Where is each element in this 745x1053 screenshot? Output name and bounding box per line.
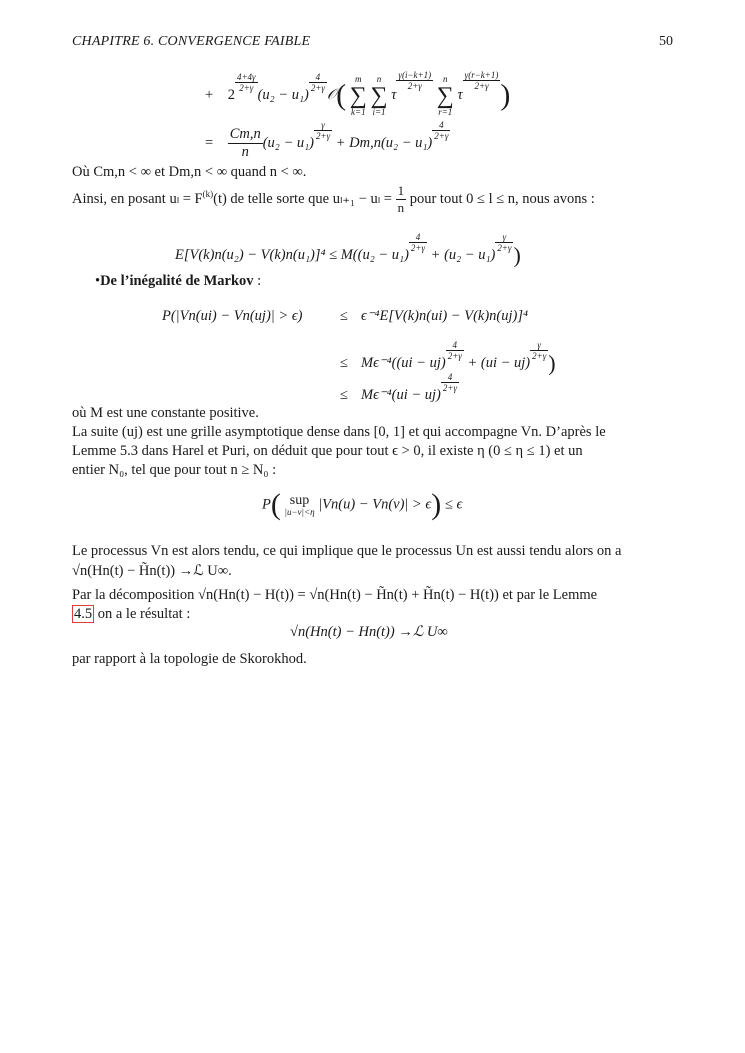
sum-i: n ∑ i=1	[370, 73, 388, 117]
para-suite-3: entier N₀, tel que pour tout n ≥ N₀ :	[72, 462, 277, 478]
para-processus-1: Le processus Vn est alors tendu, ce qui implique que le processus Un est aussi tendu alors on a	[72, 543, 622, 559]
equation-sup: P( sup |u−v|<η |Vn(u) − Vn(v)| > ϵ) ≤ ϵ	[262, 488, 463, 521]
para-decomp-2: 4.5 on a le résultat :	[74, 606, 191, 622]
markov-line-3: ≤ Mϵ⁻⁴(ui − uj) $\frac{4}{2+\gamma}$	[340, 372, 457, 403]
tau-exponent-1: $\frac{\gamma(i-k+1)}{2+\gamma}$	[398, 70, 432, 91]
page-header	[72, 34, 673, 50]
sum-r: n ∑ r=1	[436, 73, 454, 117]
tau-exponent-2: $\frac{\gamma(r-k+1)}{2+\gamma}$	[464, 70, 499, 91]
text-last: par rapport à la topologie de Skorokhod.	[72, 651, 307, 667]
equals-sign: =	[205, 135, 214, 151]
fraction-c-over-n: $\frac{Cm,n}{n}$	[229, 126, 261, 161]
equation-moment: E[V(k)n(u₂) − V(k)n(u₁)]⁴ ≤ M((u₂ − u₁) $\frac{4}{2+\gamma}$ + (u₂ − u₁) $\frac{\gamma}{2+\gamma}$ )	[175, 232, 521, 268]
text-ou-m: où M est une constante positive.	[72, 405, 259, 421]
term-u-diff: (u₂ − u₁)	[257, 87, 309, 103]
markov-line-1: P(|Vn(ui) − Vn(uj)| > ϵ) ≤ ϵ⁻⁴E[V(k)n(ui) − V(k)n(uj)]⁴	[162, 308, 529, 324]
lemma-link[interactable]: 4.5	[74, 606, 93, 622]
big-o-symbol: 𝒪	[326, 87, 337, 103]
plus-sign: +	[205, 87, 214, 103]
page-number: 50	[659, 34, 673, 49]
text-ainsi: Ainsi, en posant $u_l = F^{(k)}(t)$ de telle sorte que uₗ₊₁ − uₗ = $\frac{1}{n}$ pour tout 0 ≤ l ≤ n, nous avons :	[72, 183, 595, 215]
equation-top-line-2: = $\frac{Cm,n}{n}$ (u₂ − u₁) $\frac{\gamma}{2+\gamma}$ + Dm,n(u₂ − u₁) $\frac{4}{2+\gamma}$	[205, 120, 449, 161]
para-decomp-1: Par la décomposition √n(Hn(t) − H(t)) = √n(Hn(t) − H̃n(t) + H̃n(t) − H(t)) et par le Lemme	[72, 587, 598, 603]
section-markov: •De l’inégalité de Markov :	[95, 273, 262, 289]
chapter-title: CHAPITRE 6. CONVERGENCE FAIBLE	[72, 34, 311, 49]
text-ou: Où Cm,n < ∞ et Dm,n < ∞ quand n < ∞.	[72, 164, 307, 180]
term-exponent: $\frac{4}{2+\gamma}$	[310, 72, 325, 93]
power-base: 2	[227, 87, 235, 103]
para-suite-1: La suite (uj) est une grille asymptotique dense dans [0, 1] et qui accompagne Vn. D’après le	[72, 424, 606, 440]
para-processus-2: √n(Hn(t) − H̃n(t)) →ℒ U∞.	[72, 563, 232, 579]
para-suite-2: Lemme 5.3 dans Harel et Puri, on déduit que pour tout ϵ > 0, il existe η (0 ≤ η ≤ 1) et un	[72, 443, 583, 459]
equation-top-line-1: + 2 $\frac{4+4\gamma}{2+\gamma}$ (u₂ − u₁) $\frac{4}{2+\gamma}$ 𝒪( m ∑ k=1 n ∑ i=1 τ $\frac{\gamma(i-k+1)}{2+\gamma}$ n ∑ r=1 τ $\frac{\gamma(r-k+1)}{2+\gamma}$ )	[205, 70, 511, 117]
sum-k: m ∑ k=1	[349, 73, 367, 117]
markov-line-2: ≤ Mϵ⁻⁴((ui − uj) $\frac{4}{2+\gamma}$ + (ui − uj) $\frac{\gamma}{2+\gamma}$ )	[340, 340, 556, 376]
power-exponent: $\frac{4+4\gamma}{2+\gamma}$	[236, 72, 256, 93]
equation-final: √n(Hn(t) − Hn(t)) →ℒ U∞	[290, 624, 448, 640]
